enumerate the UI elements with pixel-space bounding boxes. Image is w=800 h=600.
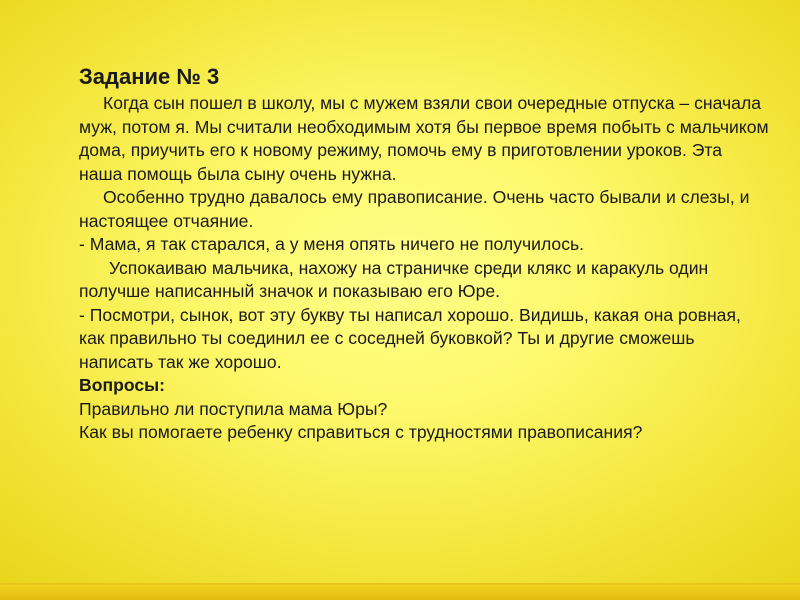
paragraph-3: - Мама, я так старался, а у меня опять ничего не получилось. <box>79 234 585 254</box>
paragraph-4: Успокаиваю мальчика, нахожу на страничке среди клякс и каракуль один получше написанный значок и показываю его Юре. <box>79 257 709 301</box>
paragraph-2: Особенно трудно давалось ему правописание. Очень часто бывали и слезы, и настоящее отчаяние. <box>79 187 750 231</box>
question-2: Как вы помогаете ребенку справиться с трудностями правописания? <box>79 422 643 442</box>
bottom-band <box>0 585 800 600</box>
paragraph-1: Когда сын пошел в школу, мы с мужем взяли свои очередные отпуска – сначала муж, потом я. Мы считали необходимым хотя бы первое время побыть с мальчиком дома, приучить его к новому режиму, помочь ему в приготовлении уроков. Эта наша помощь была сыну очень нужна. <box>79 93 769 184</box>
paragraph-5: - Посмотри, сынок, вот эту букву ты написал хорошо. Видишь, какая она ровная, как правильно ты соединил ее с соседней буковкой? Ты и другие сможешь написать так же хорошо. <box>79 304 741 372</box>
slide-content <box>79 62 769 445</box>
question-1: Правильно ли поступила мама Юры? <box>79 398 388 419</box>
questions-heading: Вопросы: <box>79 375 166 395</box>
slide-title: Задание № 3 <box>79 64 220 89</box>
